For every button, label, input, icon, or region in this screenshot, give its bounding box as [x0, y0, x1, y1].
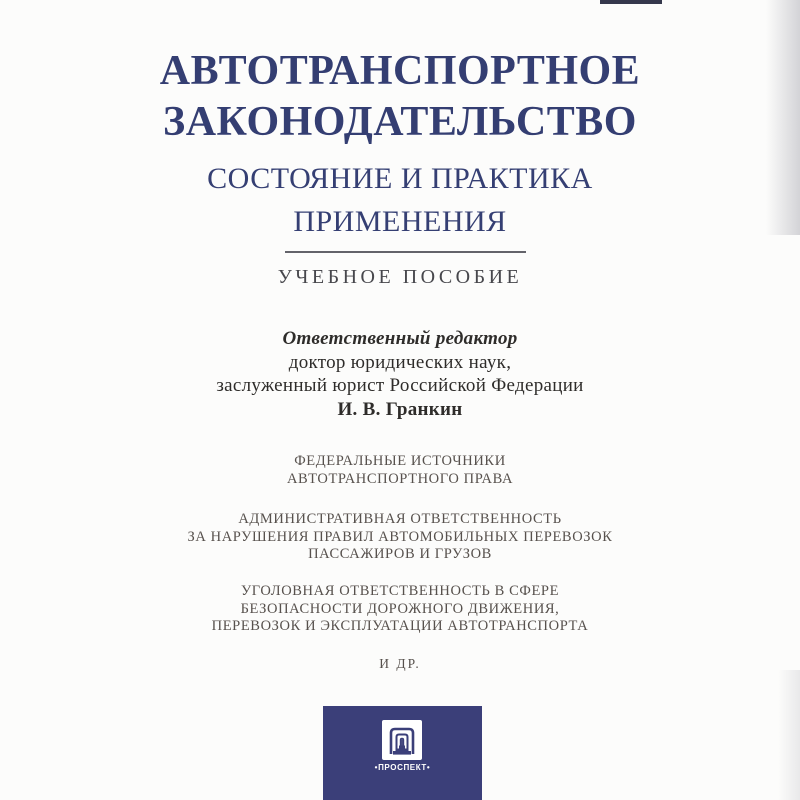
topic1-line1: ФЕДЕРАЛЬНЫЕ ИСТОЧНИКИ [294, 453, 506, 469]
topic-item [0, 453, 800, 488]
topic2-line2: ЗА НАРУШЕНИЯ ПРАВИЛ АВТОМОБИЛЬНЫХ ПЕРЕВОЗОК [187, 528, 613, 545]
edition-label: УЧЕБНОЕ ПОСОБИЕ [277, 266, 523, 288]
book-title-line2: ЗАКОНОДАТЕЛЬСТВО [163, 99, 637, 145]
page-edge-shading-bottom [778, 670, 800, 800]
divider-rule [285, 251, 526, 253]
book-subtitle-line2: ПРИМЕНЕНИЯ [293, 205, 507, 238]
topic2-line1: АДМИНИСТРАТИВНАЯ ОТВЕТСТВЕННОСТЬ [238, 511, 562, 528]
door-arch-icon [382, 720, 422, 760]
topic3-line1: УГОЛОВНАЯ ОТВЕТСТВЕННОСТЬ В СФЕРЕ [240, 582, 560, 599]
topic3-line3: ПЕРЕВОЗОК И ЭКСПЛУАТАЦИИ АВТОТРАНСПОРТА [211, 618, 589, 635]
topic3-line2: БЕЗОПАСНОСТИ ДОРОЖНОГО ДВИЖЕНИЯ, [240, 600, 560, 617]
scan-edge-artifact [600, 0, 662, 4]
book-title [0, 46, 800, 148]
book-subtitle [0, 157, 800, 243]
editor-name: И. В. Гранкин [337, 398, 463, 420]
editor-credential-line2: заслуженный юрист Российской Федерации [216, 375, 584, 396]
topic1-line2: АВТОТРАНСПОРТНОГО ПРАВА [286, 470, 514, 487]
topic-item [0, 583, 800, 636]
editor-block [0, 327, 800, 421]
book-title-line1: АВТОТРАНСПОРТНОЕ [159, 48, 641, 94]
editor-role-label: Ответственный редактор [282, 328, 518, 349]
etc-label: И ДР. [379, 656, 421, 671]
topic2-line3: ПАССАЖИРОВ И ГРУЗОВ [308, 546, 492, 563]
editor-credential-line1: доктор юридических наук, [288, 351, 512, 373]
topic-item [0, 511, 800, 564]
publisher-logo-caption: •ПРОСПЕКТ• [374, 763, 431, 772]
publisher-logo [323, 706, 482, 800]
book-subtitle-line1: СОСТОЯНИЕ И ПРАКТИКА [207, 162, 593, 195]
topics-list [0, 453, 800, 636]
